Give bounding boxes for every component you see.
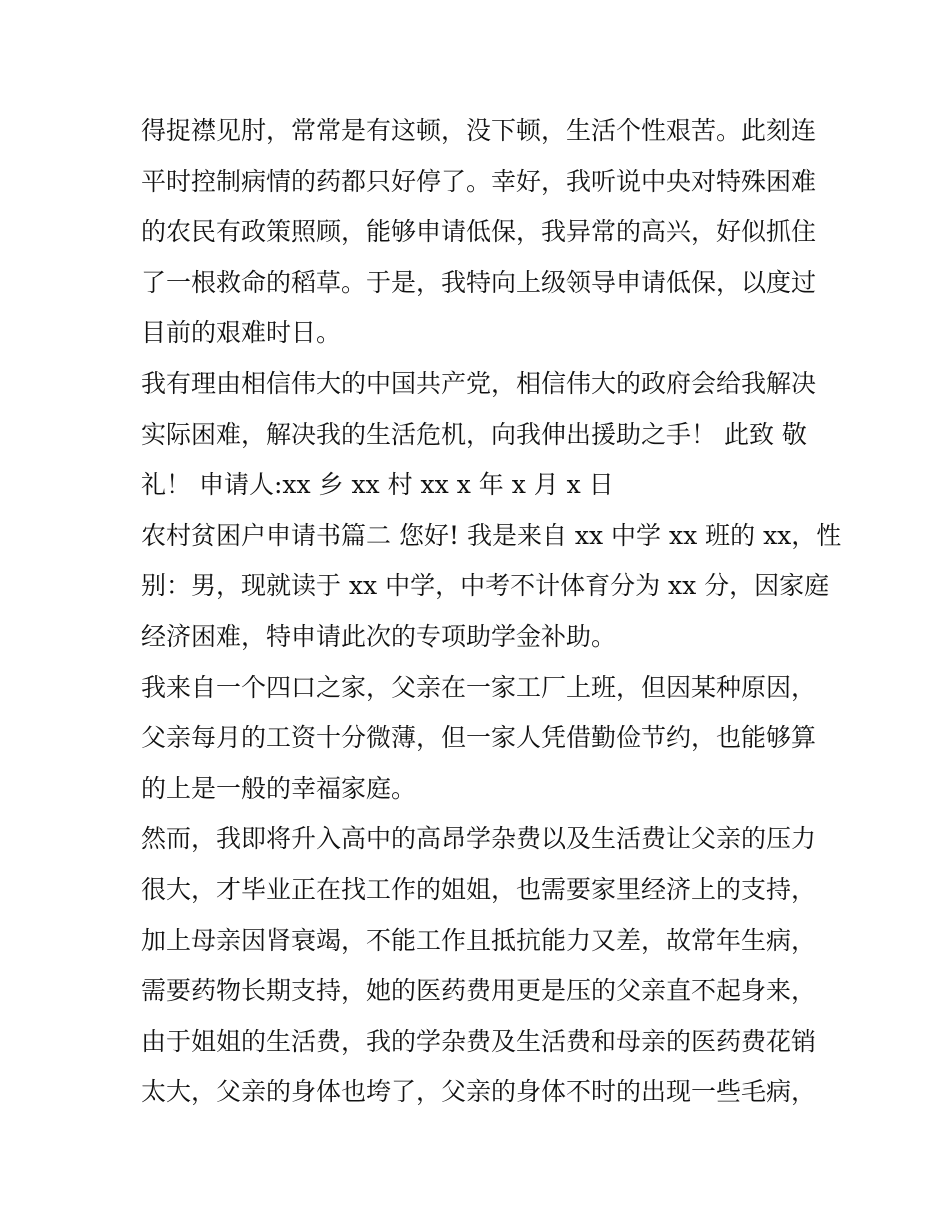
- text-line: 很大，才毕业正在找工作的姐姐，也需要家里经济上的支持，: [141, 874, 817, 904]
- text-line: 太大，父亲的身体也垮了，父亲的身体不时的出现一些毛病，: [141, 1077, 817, 1107]
- text-line: 平时控制病情的药都只好停了。幸好，我听说中央对特殊困难: [141, 166, 817, 196]
- text-line: 别：男，现就读于 xx 中学，中考不计体育分为 xx 分，因家庭: [141, 571, 830, 601]
- text-line: 礼！ 申请人:xx 乡 xx 村 xx x 年 x 月 x 日: [141, 470, 614, 500]
- text-line: 农村贫困户申请书篇二 您好! 我是来自 xx 中学 xx 班的 xx，性: [141, 520, 842, 550]
- text-line: 加上母亲因肾衰竭，不能工作且抵抗能力又差，故常年生病，: [141, 925, 817, 955]
- text-line: 然而，我即将升入高中的高昂学杂费以及生活费让父亲的压力: [141, 824, 817, 854]
- document-body: [141, 106, 842, 1118]
- text-line: 经济困难，特申请此次的专项助学金补助。: [141, 621, 617, 651]
- text-line: 的农民有政策照顾，能够申请低保，我异常的高兴，好似抓住: [141, 217, 817, 247]
- text-line: 得捉襟见肘，常常是有这顿，没下顿，生活个性艰苦。此刻连: [141, 116, 817, 145]
- text-line: 目前的艰难时日。: [141, 318, 342, 348]
- text-line: 我来自一个四口之家，父亲在一家工厂上班，但因某种原因，: [141, 672, 817, 702]
- text-line: 需要药物长期支持，她的医药费用更是压的父亲直不起身来，: [141, 976, 817, 1006]
- text-line: 了一根救命的稻草。于是，我特向上级领导申请低保，以度过: [141, 267, 817, 297]
- text-line: 实际困难，解决我的生活危机，向我伸出援助之手！ 此致 敬: [141, 419, 807, 449]
- text-line: 由于姐姐的生活费，我的学杂费及生活费和母亲的医药费花销: [141, 1026, 817, 1056]
- text-line: 的上是一般的幸福家庭。: [141, 773, 417, 803]
- text-line: 我有理由相信伟大的中国共产党，相信伟大的政府会给我解决: [141, 368, 817, 398]
- text-line: 父亲每月的工资十分微薄，但一家人凭借勤俭节约，也能够算: [141, 723, 817, 753]
